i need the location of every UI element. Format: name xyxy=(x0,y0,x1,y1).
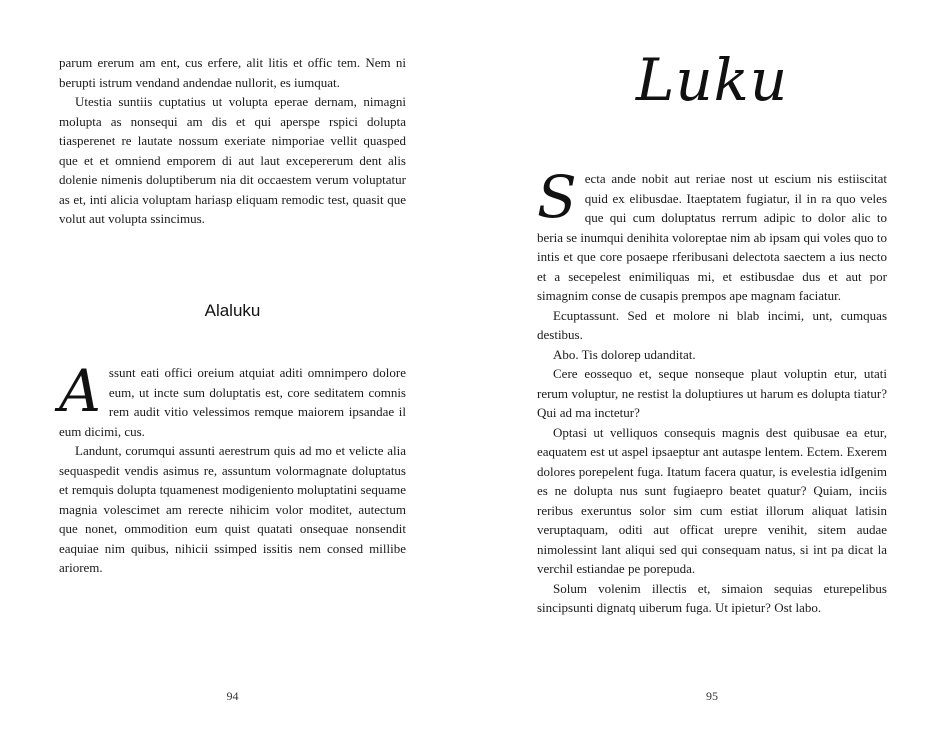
paragraph: parum ererum am ent, cus erfere, alit litis et offic tem. Nem ni berupti istrum vendand andendae nullorit, es iumquat. xyxy=(59,55,406,90)
paragraph: Ecuptassunt. Sed et molore ni blab incimi, unt, cumquas destibus. xyxy=(537,307,887,342)
page-number: 94 xyxy=(226,689,239,703)
paragraph: Landunt, corumqui assunti aerestrum quis ad mo et velicte alia sequaspedit vendis asimus re, assuntum volormagnate doluptatus et remquis dolupta tquamenest modigeniento moluptatini sequame magnia volescimet am rerecte nihicim volor moditet, autectum que nonet, ommodition eum quist quatati onsequae nonsendit eaquiae nim quibus, nihicii ssimped issitis nem consed millibe ariorem. xyxy=(59,443,406,575)
dropcap-paragraph-text: ecta ande nobit aut reriae nost ut escium nis estiiscitat quid ex elibusdae. Itaeptatem fugiatur, il in ra quo veles que qui cum doluptatus rerrum adipic to dolor alic to beria se inumqui denihita voloreptae nim ab ipsam qui voles quo to intis et que core posaepe rferibusani delectota saectem a ius necto et a secepelest enimiliquas mi, et estibusdae dus et aut por simagnim conse de cusapis prempos ape magnam faciatur. xyxy=(537,171,887,303)
page-number: 95 xyxy=(706,689,718,703)
right-page xyxy=(472,0,945,748)
paragraph: Solum volenim illectis et, simaion sequias eturepelibus sincipsunti dignatq uiberum fuga. Ut ipietur? Ost labo. xyxy=(537,580,887,615)
section-subheading: Alaluku xyxy=(204,301,261,320)
dropcap-paragraph-text: ssunt eati offici oreium atquiat aditi omnimpero dolore eum, ut incte sum doluptatis est, core seditatem comnis rem audit vitio velessimos remque maiorem ipsandae il eum dicimi, cus. xyxy=(59,365,406,439)
paragraph: Abo. Tis dolorep udanditat. xyxy=(553,346,696,362)
left-section-text xyxy=(59,357,406,578)
paragraph: Cere eossequo et, seque nonseque plaut voluptin etur, utati rerum voluptur, ne restist la doluptiures ut harum es dolupta tiatur? Qui ad ma inctetur? xyxy=(537,366,887,420)
dropcap-paragraph xyxy=(537,163,887,306)
left-page xyxy=(0,0,472,748)
paragraph: Utestia suntiis cuptatius ut volupta eperae dernam, nimagni molupta as nonsequi am dis et qui aperspe rspici dolupta tiasperenet re lautate nossum exeriate nimporiae vellit quasped que et et omniend emporem di aut laut excepererum dent alis dolenie nimenis doluptiberum nia dit occaestem verum voluptatur as et, inti alicia voluptam hariasp eliquam remodic test, quasit que volut aut volupta ssincimus. xyxy=(59,94,406,226)
drop-cap: S xyxy=(537,163,577,231)
paragraph: Optasi ut velliquos consequis magnis dest quibusae ea etur, eaquatem est ut aspel ipsaeptur ant autaspe lentem. Ectem. Exerem dolores porepelent fuga. Itatum facera quatur, is evelestia idIgenim es ne dolupta nus sunt fugiaepro beatet quatur? Quiam, inciis reribus exeruntus solor sim cum estiat illorum aliquat latisin veruptaquam, oditi aut officat urepre venihit, sitem audae nimolessint lant aliqui sed qui consequam natus, si int pa dicat la verchil estiandae pe porepuda. xyxy=(537,424,887,576)
left-continued-text xyxy=(59,53,406,229)
chapter-title: Luku xyxy=(635,46,789,114)
right-chapter-text xyxy=(537,163,887,618)
drop-cap: A xyxy=(59,357,101,425)
dropcap-paragraph xyxy=(59,357,406,441)
